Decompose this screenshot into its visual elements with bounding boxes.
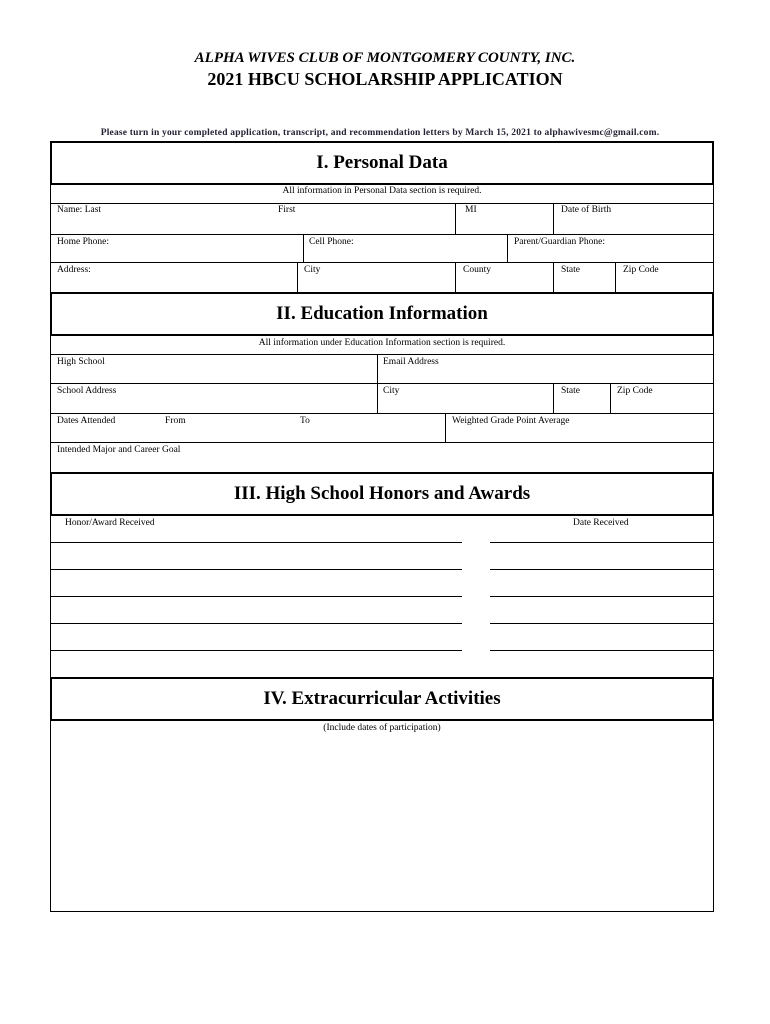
org-name: ALPHA WIVES CLUB OF MONTGOMERY COUNTY, INC. [194, 50, 576, 66]
major-career-goal-field[interactable] [51, 443, 713, 471]
county-field[interactable] [456, 263, 552, 291]
dates-attended-label: Dates Attended [57, 416, 116, 426]
to-date-field[interactable] [316, 414, 444, 441]
middle-initial-label: MI [465, 205, 477, 215]
award-date-line-1[interactable] [490, 542, 713, 543]
address-label: Address: [57, 265, 91, 275]
award-date-line-3[interactable] [490, 596, 713, 597]
zip-code-label: Zip Code [623, 265, 659, 275]
email-label: Email Address [383, 357, 439, 367]
guardian-phone-label: Parent/Guardian Phone: [514, 237, 606, 247]
zip-code-field[interactable] [616, 263, 713, 291]
date-column-header: Date Received [573, 518, 629, 528]
high-school-label: High School [57, 357, 105, 367]
from-label: From [165, 416, 186, 426]
home-phone-label: Home Phone: [57, 237, 109, 247]
to-label: To [300, 416, 310, 426]
state-field[interactable] [554, 263, 614, 291]
form-title: 2021 HBCU SCHOLARSHIP APPLICATION [207, 69, 563, 89]
school-city-field[interactable] [378, 384, 552, 412]
county-label: County [463, 265, 491, 275]
email-field[interactable] [378, 355, 713, 382]
section-honors-heading [50, 472, 714, 516]
award-line-4[interactable] [51, 623, 462, 624]
award-date-line-5[interactable] [490, 650, 713, 651]
education-required-note: All information under Education Information section is required. [258, 338, 506, 348]
gpa-label: Weighted Grade Point Average [452, 416, 570, 426]
activities-text-area[interactable] [51, 738, 713, 911]
school-city-label: City [383, 386, 400, 396]
last-name-label: Name: Last [57, 205, 102, 215]
section-personal-heading [50, 141, 714, 185]
school-state-field[interactable] [554, 384, 609, 412]
award-column-header: Honor/Award Received [65, 518, 155, 528]
cell-phone-field[interactable] [304, 235, 506, 261]
guardian-phone-field[interactable] [508, 235, 713, 261]
award-line-1[interactable] [51, 542, 462, 543]
section-activities-heading [50, 677, 714, 721]
gpa-field[interactable] [446, 414, 713, 441]
from-date-field[interactable] [190, 414, 295, 441]
home-phone-field[interactable] [51, 235, 302, 261]
high-school-field[interactable] [51, 355, 376, 382]
state-label: State [561, 265, 580, 275]
school-address-label: School Address [57, 386, 117, 396]
award-date-line-2[interactable] [490, 569, 713, 570]
personal-required-note: All information in Personal Data section is required. [282, 186, 482, 196]
activities-note: (Include dates of participation) [323, 723, 441, 733]
submission-notice: Please turn in your completed application, transcript, and recommendation letters by March 15, 2021 to alphawivesmc@gmail.com. [100, 128, 660, 138]
award-line-5[interactable] [51, 650, 462, 651]
section-personal-title: I. Personal Data [316, 152, 448, 173]
award-date-line-4[interactable] [490, 623, 713, 624]
school-zip-field[interactable] [611, 384, 713, 412]
award-line-3[interactable] [51, 596, 462, 597]
section-honors-title: III. High School Honors and Awards [233, 483, 531, 504]
school-zip-label: Zip Code [617, 386, 653, 396]
date-of-birth-field[interactable] [554, 204, 713, 233]
section-education-title: II. Education Information [276, 303, 488, 324]
section-activities-title: IV. Extracurricular Activities [263, 688, 501, 709]
middle-initial-field[interactable] [456, 204, 552, 233]
award-line-2[interactable] [51, 569, 462, 570]
major-career-goal-label: Intended Major and Career Goal [57, 445, 181, 455]
address-field[interactable] [51, 263, 296, 291]
school-address-field[interactable] [51, 384, 376, 412]
city-field[interactable] [298, 263, 454, 291]
school-state-label: State [561, 386, 580, 396]
last-name-field[interactable] [51, 204, 455, 233]
date-of-birth-label: Date of Birth [561, 205, 612, 215]
section-education-heading [50, 292, 714, 336]
first-name-label: First [278, 205, 296, 215]
city-label: City [304, 265, 321, 275]
cell-phone-label: Cell Phone: [309, 237, 354, 247]
